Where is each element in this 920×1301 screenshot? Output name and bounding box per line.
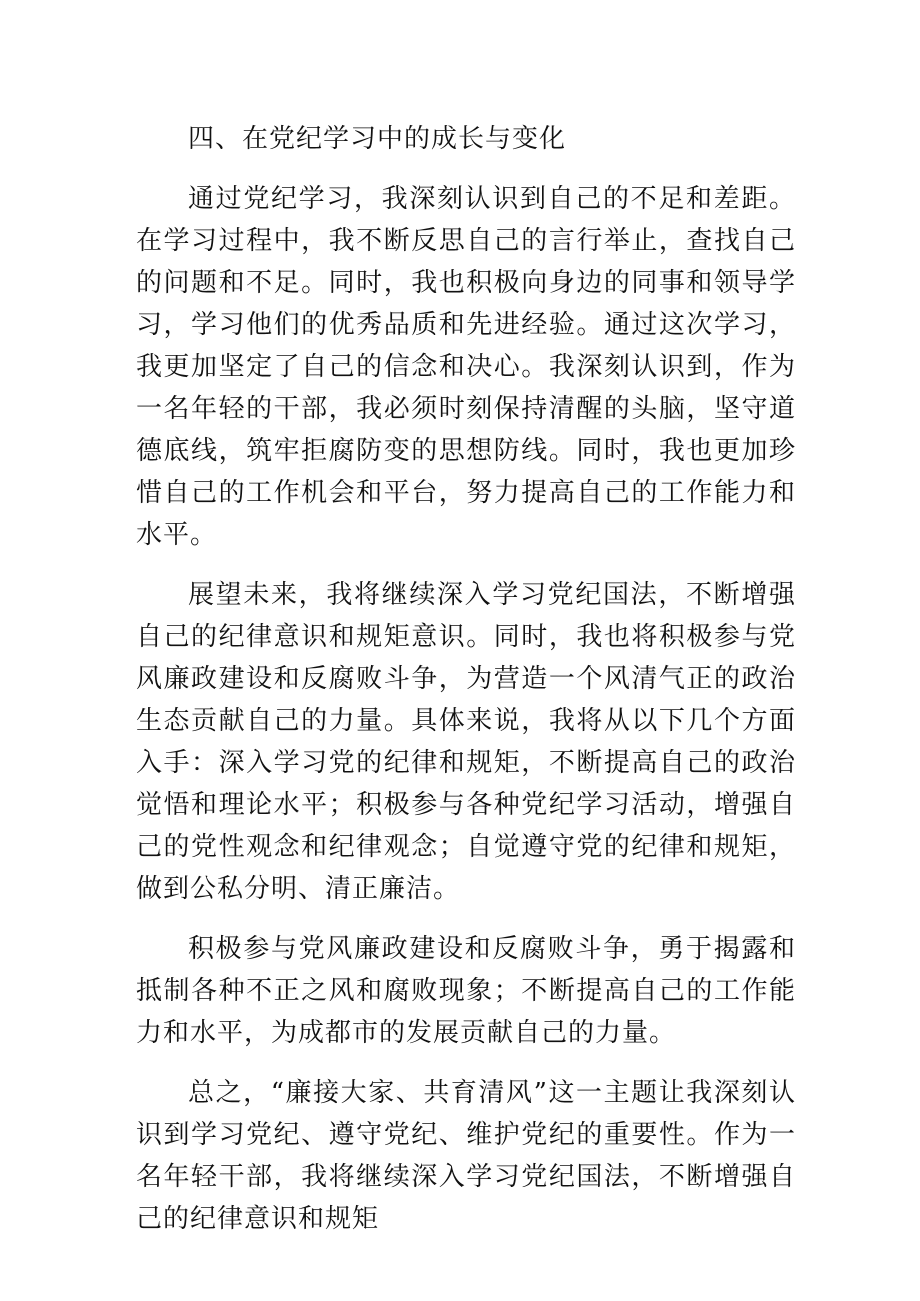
document-body [136, 118, 796, 1258]
paragraph-outlook: 展望未来，我将继续深入学习党纪国法，不断增强自己的纪律意识和规矩意识。同时，我也将积极参与党风廉政建设和反腐败斗争，为营造一个风清气正的政治生态贡献自己的力量。具体来说，我将从以下几个方面入手：深入学习党的纪律和规矩，不断提高自己的政治觉悟和理论水平；积极参与各种党纪学习活动，增强自己的党性观念和纪律观念；自觉遵守党的纪律和规矩，做到公私分明、清正廉洁。 [136, 580, 796, 904]
paragraph-participation: 积极参与党风廉政建设和反腐败斗争，勇于揭露和抵制各种不正之风和腐败现象；不断提高自己的工作能力和水平，为成都市的发展贡献自己的力量。 [136, 934, 796, 1048]
paragraph-conclusion: 总之，“廉接大家、共育清风”这一主题让我深刻认识到学习党纪、遵守党纪、维护党纪的重要性。作为一名年轻干部，我将继续深入学习党纪国法，不断增强自己的纪律意识和规矩 [136, 1078, 796, 1234]
paragraph-growth: 通过党纪学习，我深刻认识到自己的不足和差距。在学习过程中，我不断反思自己的言行举止，查找自己的问题和不足。同时，我也积极向身边的同事和领导学习，学习他们的优秀品质和先进经验。通过这次学习，我更加坚定了自己的信念和决心。我深刻认识到，作为一名年轻的干部，我必须时刻保持清醒的头脑，坚守道德底线，筑牢拒腐防变的思想防线。同时，我也更加珍惜自己的工作机会和平台，努力提高自己的工作能力和水平。 [136, 184, 796, 550]
section-heading: 四、在党纪学习中的成长与变化 [188, 124, 567, 154]
